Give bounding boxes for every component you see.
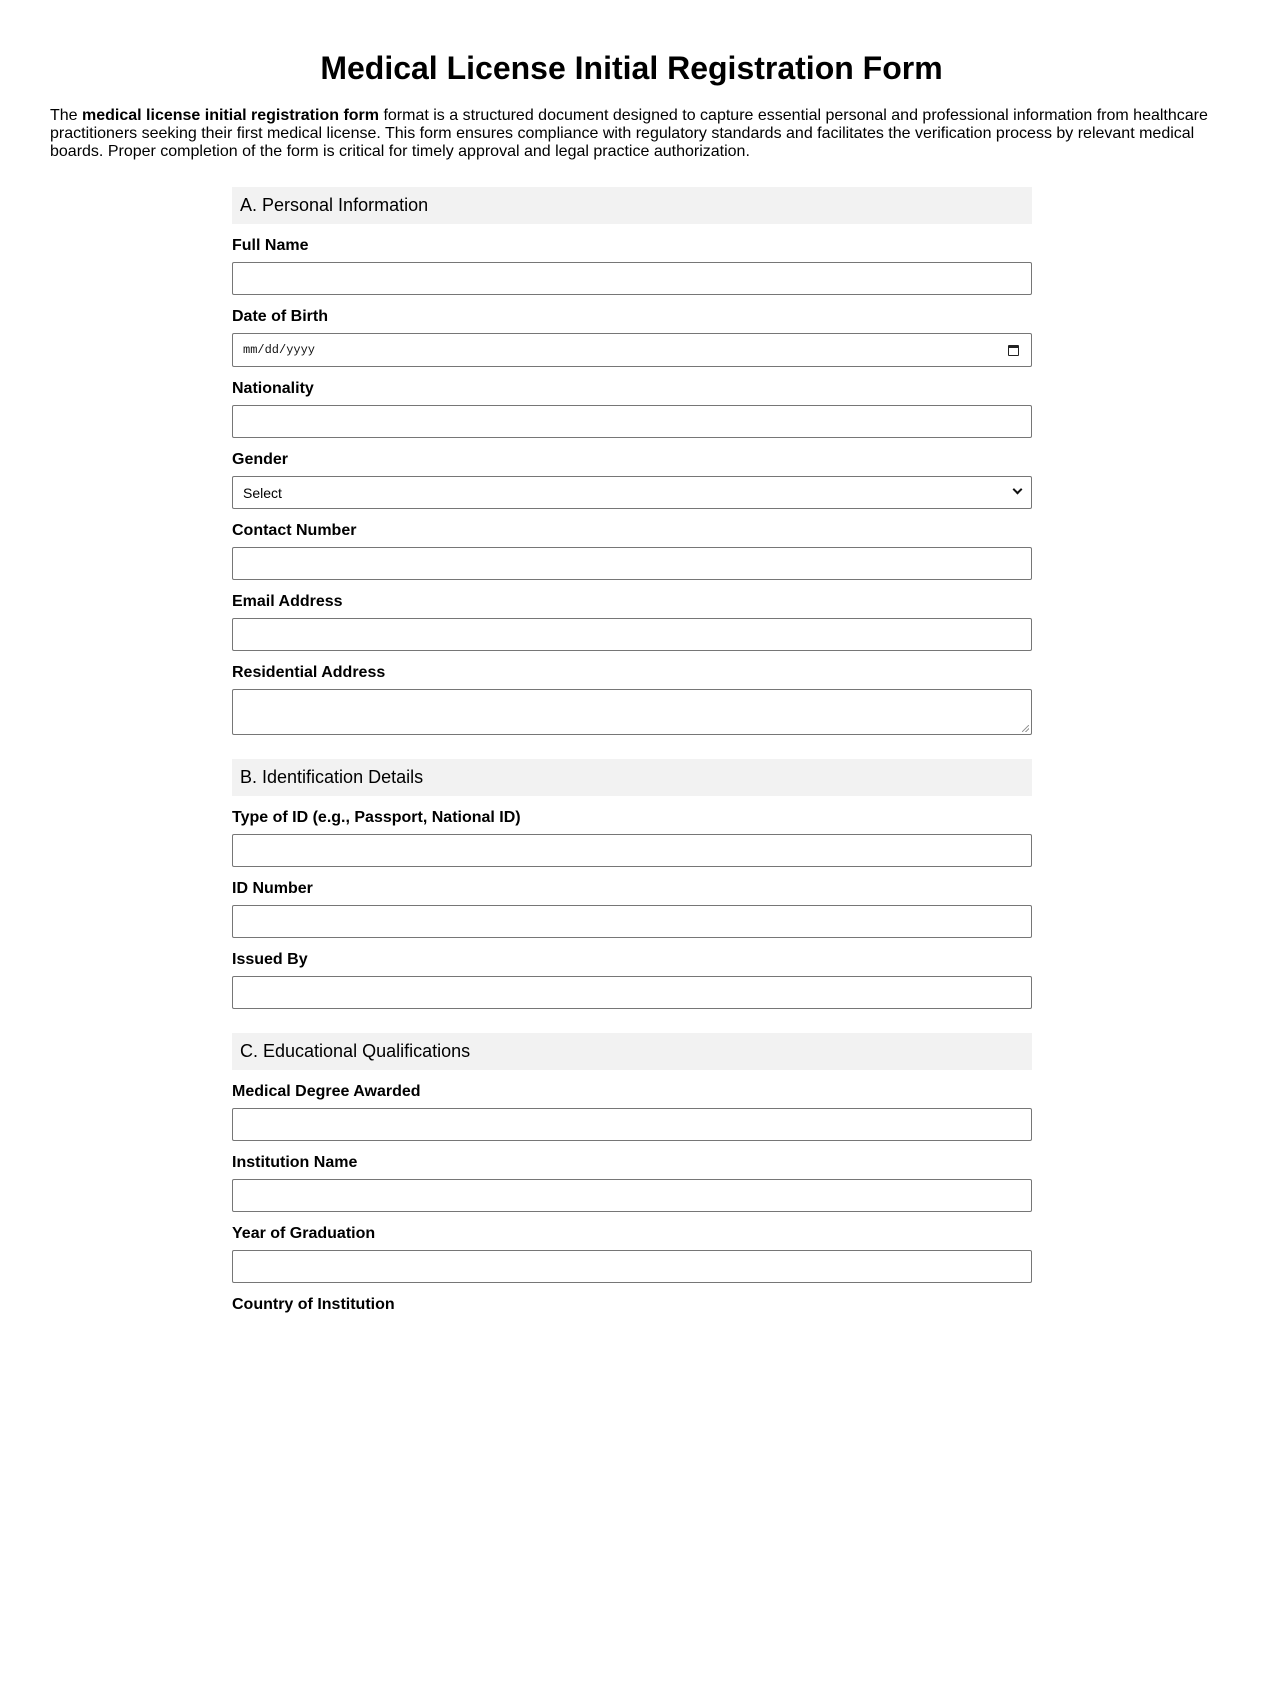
- calendar-icon[interactable]: [1008, 345, 1019, 356]
- graduation-year-input[interactable]: [232, 1250, 1032, 1283]
- institution-input[interactable]: [232, 1179, 1032, 1212]
- nationality-label: Nationality: [232, 380, 314, 397]
- dob-input[interactable]: [232, 333, 1032, 367]
- intro-suffix: format is a structured document designed to capture essential personal and professional information from healthcare practitioners seeking their first medical license. This form ensures compliance with regulatory standards and facilitates the verification process by relevant medical boards. Proper completion of the form is critical for timely approval and legal practice authorization.: [50, 107, 1208, 160]
- gender-label: Gender: [232, 451, 289, 468]
- institution-label: Institution Name: [232, 1154, 358, 1171]
- dob-placeholder: mm/dd/yyyy: [243, 343, 316, 357]
- graduation-year-label: Year of Graduation: [232, 1225, 376, 1242]
- contact-number-input[interactable]: [232, 547, 1032, 580]
- chevron-down-icon: [1013, 485, 1023, 495]
- section-heading-education: C. Educational Qualifications: [232, 1033, 1032, 1070]
- id-type-input[interactable]: [232, 834, 1032, 867]
- residential-address-textarea[interactable]: [232, 689, 1032, 735]
- contact-number-label: Contact Number: [232, 522, 357, 539]
- issued-by-label: Issued By: [232, 951, 308, 968]
- degree-label: Medical Degree Awarded: [232, 1083, 421, 1100]
- page-title: Medical License Initial Registration Form: [320, 50, 943, 86]
- id-type-label: Type of ID (e.g., Passport, National ID): [232, 809, 521, 826]
- gender-selected-value: Select: [243, 484, 282, 501]
- email-input[interactable]: [232, 618, 1032, 651]
- full-name-label: Full Name: [232, 237, 309, 254]
- residential-address-label: Residential Address: [232, 664, 386, 681]
- issued-by-input[interactable]: [232, 976, 1032, 1009]
- email-label: Email Address: [232, 593, 343, 610]
- form-container: [232, 187, 1032, 1313]
- dob-label: Date of Birth: [232, 308, 328, 325]
- section-heading-personal: A. Personal Information: [232, 187, 1032, 224]
- degree-input[interactable]: [232, 1108, 1032, 1141]
- full-name-input[interactable]: [232, 262, 1032, 295]
- section-heading-identification: B. Identification Details: [232, 759, 1032, 796]
- id-number-input[interactable]: [232, 905, 1032, 938]
- nationality-input[interactable]: [232, 405, 1032, 438]
- id-number-label: ID Number: [232, 880, 313, 897]
- intro-bold-term: medical license initial registration form: [82, 107, 379, 124]
- resize-handle-icon[interactable]: [1022, 725, 1029, 732]
- intro-prefix: The: [50, 107, 83, 124]
- country-of-institution-label: Country of Institution: [232, 1296, 395, 1313]
- intro-paragraph: [50, 107, 1220, 161]
- gender-select[interactable]: [232, 476, 1032, 509]
